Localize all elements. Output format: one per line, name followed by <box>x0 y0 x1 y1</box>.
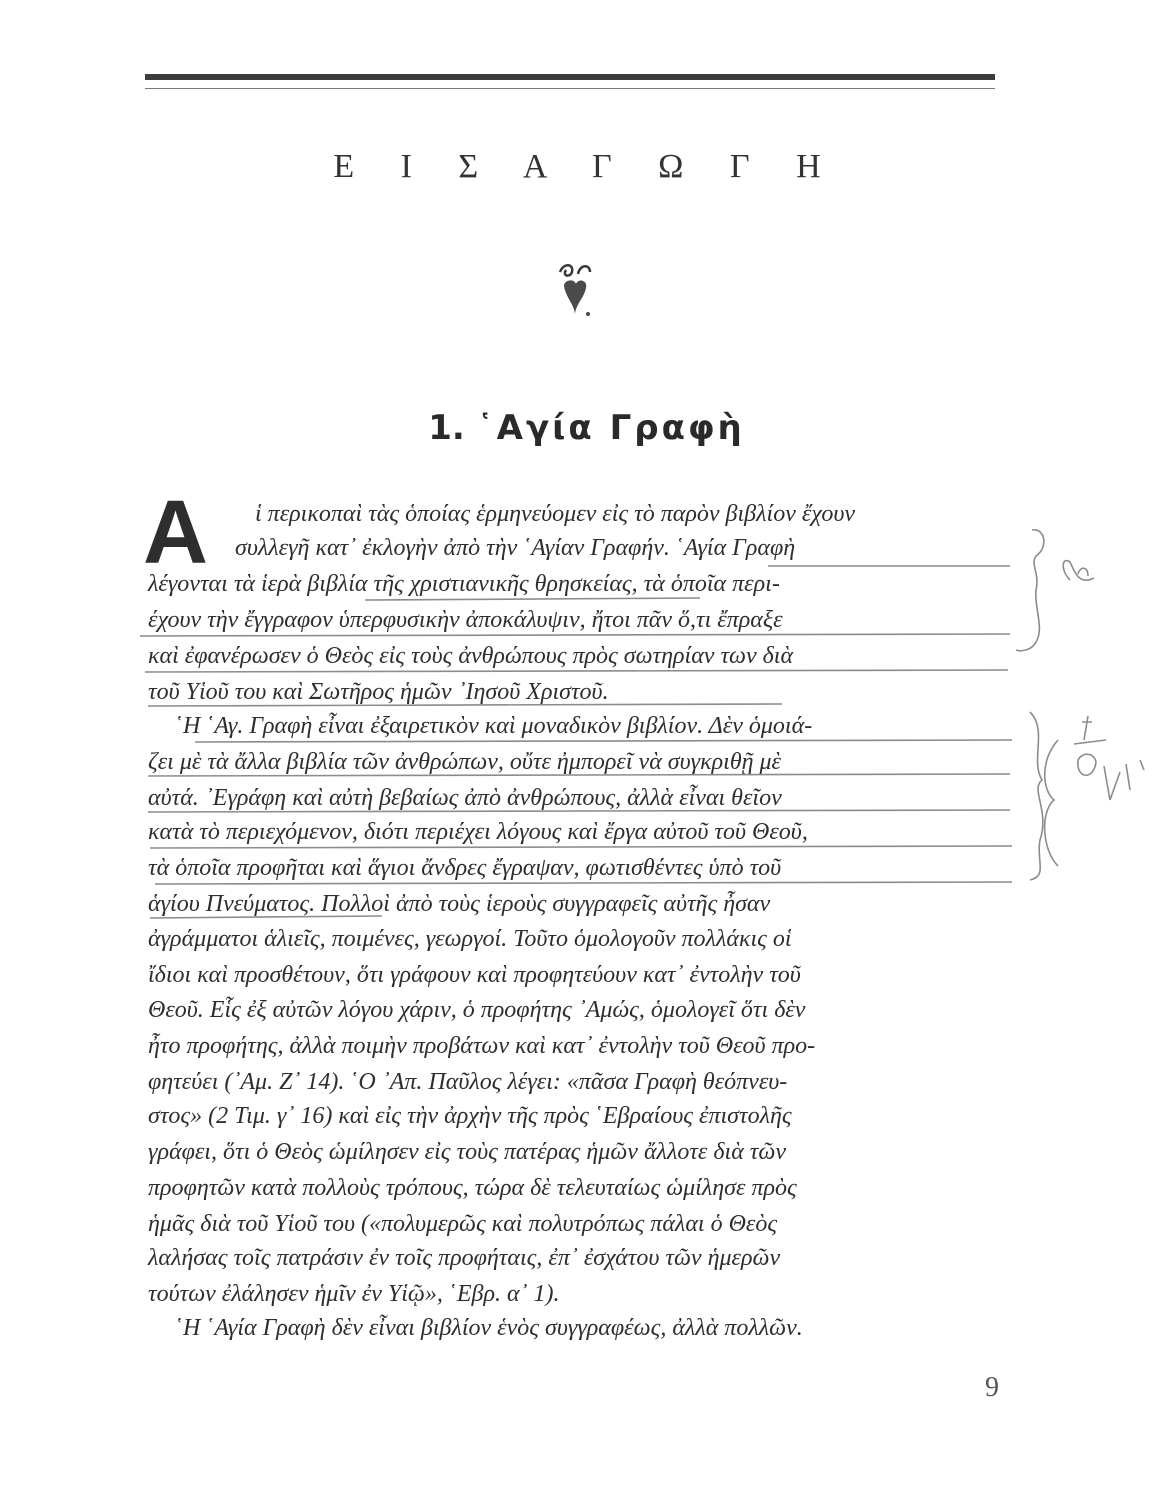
pencil-underline <box>145 670 1008 672</box>
text-line: ζει μὲ τὰ ἄλλα βιβλία τῶν ἀνθρώπων, οὔτε ἠμπορεῖ νὰ συγκριθῇ μὲ <box>148 749 782 775</box>
ornament-icon <box>550 258 600 322</box>
pencil-mark <box>1074 716 1144 800</box>
text-line: προφητῶν κατὰ πολλοὺς τρόπους, τώρα δὲ τελευταίως ὡμίλησε πρὸς <box>148 1175 797 1201</box>
margin-annotation-a: a <box>1110 598 1111 599</box>
drop-cap: Α <box>143 483 208 583</box>
text-line: αὐτά. ᾽Εγράφη καὶ αὐτὴ βεβαίως ἀπὸ ἀνθρώπους, ἀλλὰ εἶναι θεῖον <box>148 785 782 811</box>
section-number: 1. <box>428 408 465 448</box>
pencil-bracket <box>1045 740 1058 866</box>
text-line: γράφει, ὅτι ὁ Θεὸς ὡμίλησεν εἰς τοὺς πατέρας ἡμῶν ἄλλοτε διὰ τῶν <box>148 1139 786 1165</box>
section-title <box>0 408 1173 448</box>
text-line: ἴδιοι καὶ προσθέτουν, ὅτι γράφουν καὶ προφητεύουν κατ᾽ ἐντολὴν τοῦ <box>148 962 801 988</box>
text-line: ἱ περικοπαὶ τὰς ὁποίας ἑρμηνεύομεν εἰς τὸ παρὸν βιβλίον ἔχουν <box>255 501 856 527</box>
text-line: τούτων ἐλάλησεν ἡμῖν ἐν Υἱῷ», ῾Εβρ. α᾽ 1). <box>148 1281 560 1307</box>
text-line: λαλήσας τοῖς πατράσιν ἐν τοῖς προφήταις, ἐπ᾽ ἐσχάτου τῶν ἡμερῶν <box>148 1245 781 1271</box>
pencil-underline <box>365 598 700 600</box>
pencil-bracket <box>1030 712 1043 880</box>
header-rule-thin <box>145 88 995 89</box>
chapter-heading: Ε Ι Σ Α Γ Ω Γ Η <box>333 148 840 185</box>
text-line: έχουν τὴν ἔγγραφον ὑπερφυσικὴν ἀποκάλυψιν, ἤτοι πᾶν ὅ,τι ἔπραξε <box>148 607 783 633</box>
pencil-bracket <box>1016 530 1044 651</box>
text-line: φητεύει (᾽Αμ. Ζ᾽ 14). ῾Ο ᾽Απ. Παῦλος λέγει: «πᾶσα Γραφὴ θεόπνευ- <box>148 1069 788 1095</box>
text-line: καὶ ἐφανέρωσεν ὁ Θεὸς εἰς τοὺς ἀνθρώπους πρὸς σωτηρίαν των διὰ <box>148 643 794 669</box>
text-line: ἡμᾶς διὰ τοῦ Υἱοῦ του («πολυμερῶς καὶ πολυτρόπως πάλαι ὁ Θεὸς <box>148 1211 778 1237</box>
text-line: κατὰ τὸ περιεχόμενον, διότι περιέχει λόγους καὶ ἔργα αὐτοῦ τοῦ Θεοῦ, <box>148 819 808 845</box>
text-line: στος» (2 Τιμ. γ᾽ 16) καὶ εἰς τὴν ἀρχὴν τῆς πρὸς ῾Εβραίους ἐπιστολῆς <box>148 1103 792 1129</box>
section-title-text: ῾Αγία Γραφὴ <box>476 408 745 448</box>
header-rule-thick <box>145 74 995 80</box>
pencil-underline <box>195 740 1012 742</box>
pencil-underline <box>155 882 1012 884</box>
text-line: ῾Η ῾Αγία Γραφὴ δὲν εἶναι βιβλίον ἑνὸς συγγραφέως, ἀλλὰ πολλῶν. <box>175 1315 803 1341</box>
text-line: ἀγράμματοι ἁλιεῖς, ποιμένες, γεωργοί. Τοῦτο ὁμολογοῦν πολλάκις οἱ <box>148 926 792 952</box>
text-line: συλλεγῆ κατ᾽ ἐκλογὴν ἀπὸ τὴν ῾Αγίαν Γραφήν. ῾Αγία Γραφὴ <box>235 535 796 561</box>
text-line: τοῦ Υἱοῦ του καὶ Σωτῆρος ἡμῶν ᾽Ιησοῦ Χριστοῦ. <box>148 679 609 705</box>
text-line: ῾Η ῾Αγ. Γραφὴ εἶναι ἐξαιρετικὸν καὶ μοναδικὸν βιβλίον. Δὲν ὁμοιά- <box>175 713 813 739</box>
text-line: ἦτο προφήτης, ἀλλὰ ποιμὴν προβάτων καὶ κατ᾽ ἐντολὴν τοῦ Θεοῦ προ- <box>148 1033 816 1059</box>
text-line: ἁγίου Πνεύματος. Πολλοὶ ἀπὸ τοὺς ἱεροὺς συγγραφεῖς αὐτῆς ἦσαν <box>148 891 771 917</box>
text-line: τὰ ὁποῖα προφῆται καὶ ἅγιοι ἄνδρες ἔγραψαν, φωτισθέντες ὑπὸ τοῦ <box>148 855 782 881</box>
text-line: Θεοῦ. Εἷς ἐξ αὐτῶν λόγου χάριν, ὁ προφήτης ᾽Αμώς, ὁμολογεῖ ὅτι δὲν <box>148 997 806 1023</box>
pencil-mark <box>1063 561 1094 581</box>
pencil-underline <box>150 846 1012 848</box>
text-line: λέγονται τὰ ἱερὰ βιβλία τῆς χριστιανικῆς θρησκείας, τὰ ὁποῖα περι- <box>148 571 780 597</box>
pencil-underline <box>140 634 1010 636</box>
page-number: 9 <box>985 1372 999 1403</box>
